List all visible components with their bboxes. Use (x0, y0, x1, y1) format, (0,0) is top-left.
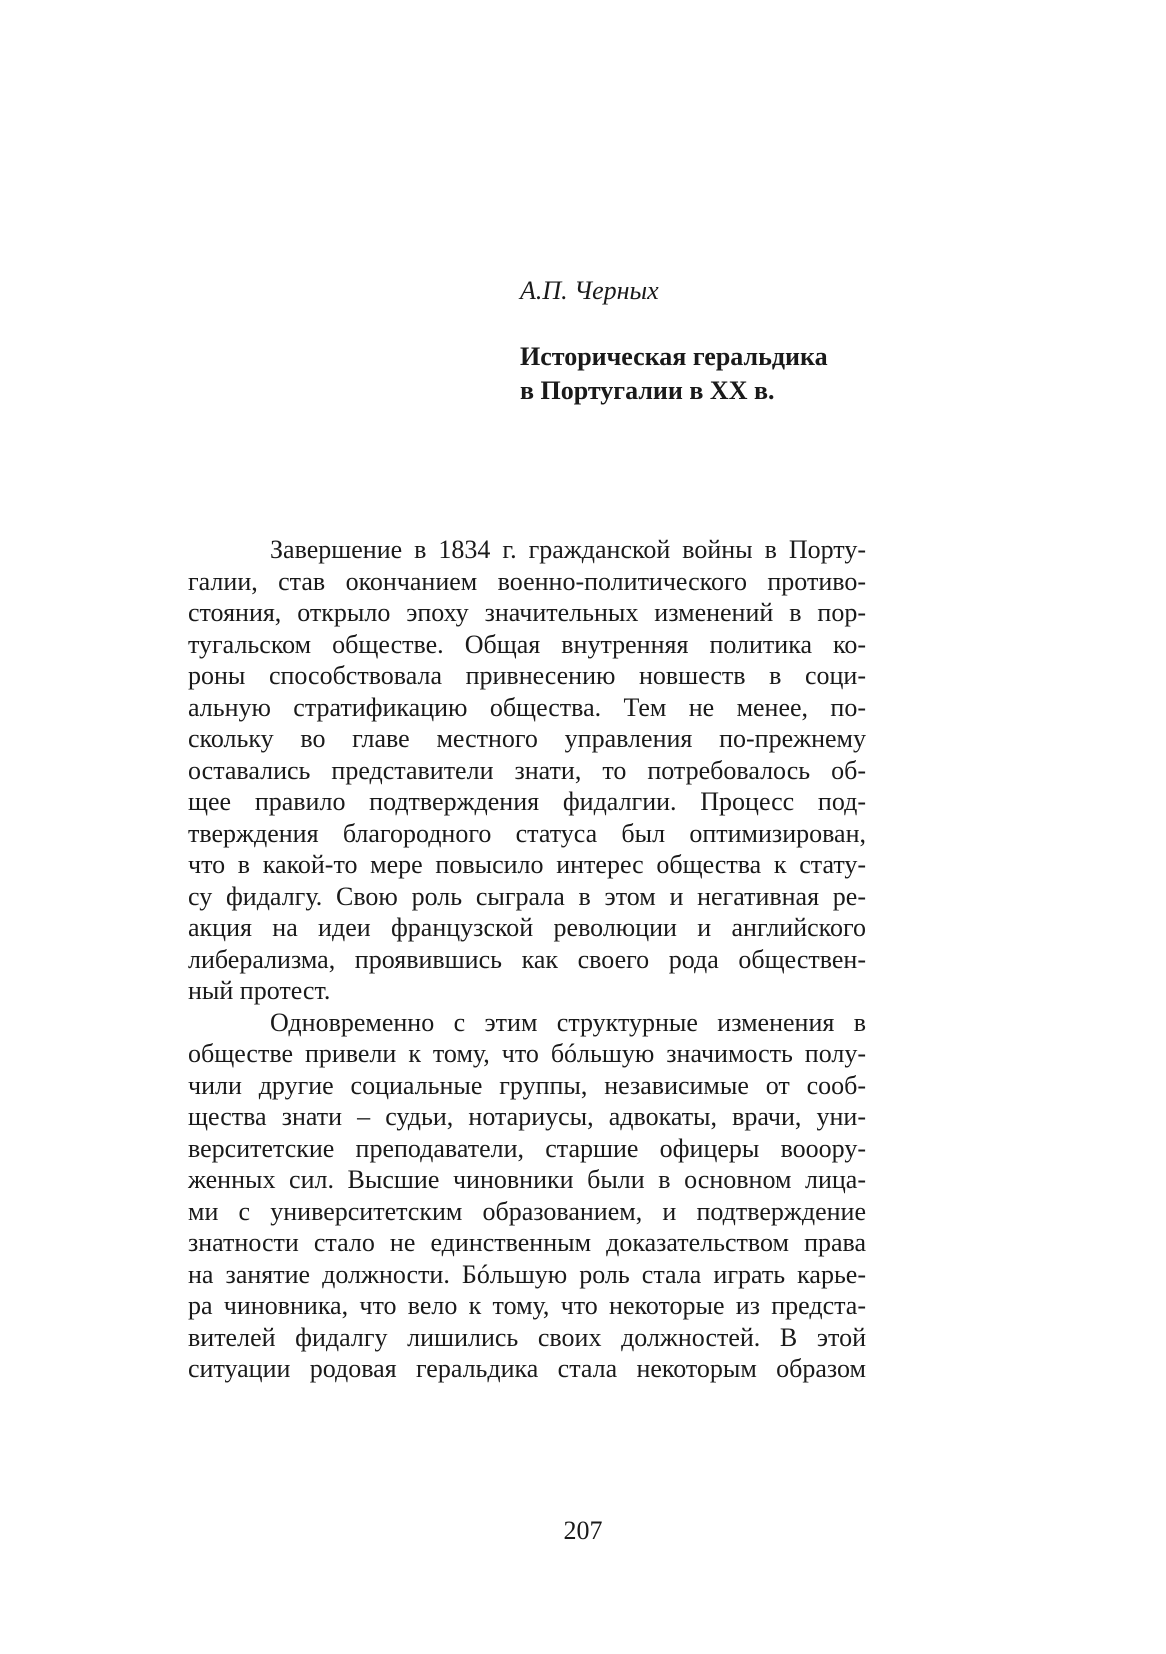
paragraph-1-line: Завершение в 1834 г. гражданской войны в Порту- (270, 535, 866, 564)
paragraph-1-line: стояния, открыло эпоху значительных изменений в пор- (188, 598, 866, 627)
paragraph-2-line: ситуации родовая геральдика стала некоторым образом (188, 1354, 866, 1383)
paragraph-1-line: либерализма, проявившись как своего рода обществен- (188, 944, 866, 974)
paragraph-1-line: тугальском обществе. Общая внутренняя политика ко- (188, 629, 866, 659)
paragraph-1-line: альную стратификацию общества. Тем не менее, по- (188, 692, 866, 722)
author-name: А.П. Черных (520, 276, 659, 305)
paragraph-1-line: роны способствовала привнесению новшеств в соци- (188, 661, 866, 690)
title-line-1: Историческая геральдика (520, 342, 828, 371)
paragraph-1-line: скольку во главе местного управления по-прежнему (188, 724, 866, 753)
paragraph-2-line: ра чиновника, что вело к тому, что некоторые из предста- (188, 1291, 866, 1320)
title-line-2: в Португалии в XX в. (520, 376, 775, 405)
article-title (520, 340, 828, 408)
paragraph-1-line: оставались представители знати, то потребовалось об- (188, 755, 866, 785)
paragraph-2-line: верситетские преподаватели, старшие офицеры вооору- (188, 1133, 866, 1163)
paragraph-2-line: вителей фидалгу лишились своих должностей. В этой (188, 1322, 866, 1352)
paragraph-2-line: знатности стало не единственным доказательством права (188, 1228, 866, 1257)
paragraph-2-line: Одновременно с этим структурные изменения в (270, 1007, 866, 1037)
paragraph-1-line: су фидалгу. Свою роль сыграла в этом и негативная ре- (188, 881, 866, 911)
paragraph-1-last-line: ный протест. (188, 976, 331, 1005)
paragraph-2-line: чили другие социальные группы, независимые от сооб- (188, 1070, 866, 1100)
page-number: 207 (563, 1516, 603, 1545)
paragraph-1-line: галии, став окончанием военно-политического противо- (188, 566, 866, 596)
paragraph-1-line: акция на идеи французской революции и английского (188, 913, 866, 942)
paragraph-2-line: женных сил. Высшие чиновники были в основном лица- (188, 1165, 866, 1194)
paragraph-2-line: щества знати – судьи, нотариусы, адвокаты, врачи, уни- (188, 1102, 866, 1131)
paragraph-1-line: что в какой-то мере повысило интерес общества к стату- (188, 850, 866, 879)
paragraph-2-line: обществе привели к тому, что бóльшую значимость полу- (188, 1039, 866, 1068)
paragraph-2-line: на занятие должности. Бóльшую роль стала играть карье- (188, 1259, 866, 1289)
paragraph-2-line: ми с университетским образованием, и подтверждение (188, 1196, 866, 1226)
paragraph-1-line: щее правило подтверждения фидалгии. Процесс под- (188, 787, 866, 816)
paragraph-1-line: тверждения благородного статуса был оптимизирован, (188, 818, 866, 848)
body-text (188, 534, 866, 1385)
